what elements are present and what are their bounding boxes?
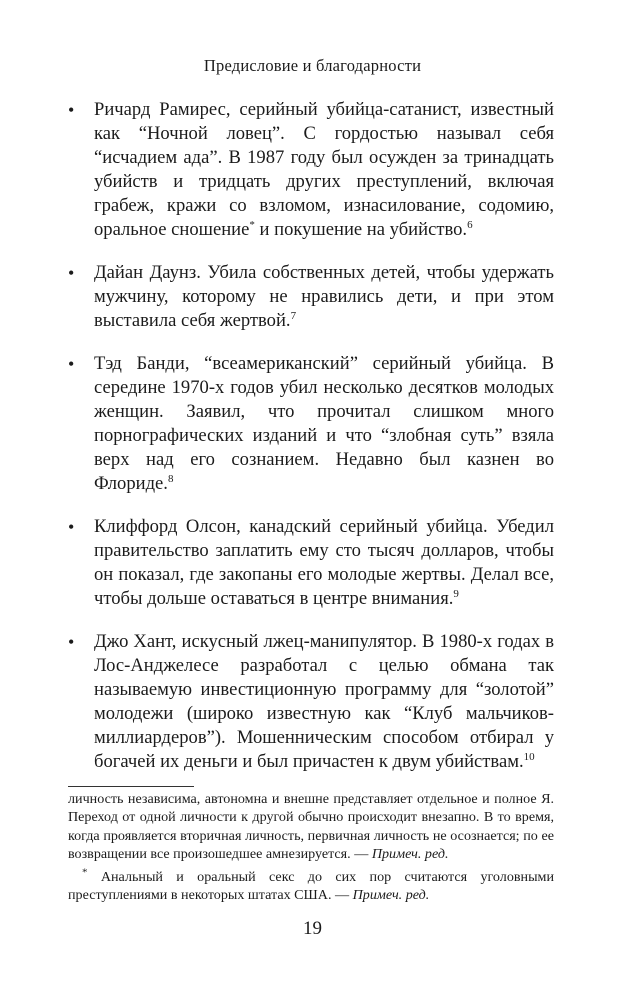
list-item: [68, 515, 554, 611]
running-head: Предисловие и благодарности: [203, 56, 422, 75]
footnote-star-marker: *: [82, 865, 88, 878]
bullet-list: [68, 98, 554, 793]
bullet-text: Ричард Рамирес, серийный убийца-сатанист, известный как “Ночной ловец”. С гордостью называл себя “исчадием ада”. В 1987 году был осужден за тринадцать убийств и тридцать других преступлений, включая грабеж, кражи со взломом, изнасилование, содомию, оральное сношение: [94, 99, 554, 240]
list-item: [68, 352, 554, 496]
footnote-ref: 10: [523, 750, 535, 763]
bullet-marker: •: [68, 263, 75, 283]
editor-note: Примеч. ред.: [352, 887, 430, 904]
footnote-star: *: [249, 218, 255, 231]
bullet-text: Тэд Банди, “всеамериканский” серийный убийца. В середине 1970-х годов убил несколько десятков молодых женщин. Заявил, что прочитал слишком много порнографических изданий и что “злобная суть” взяла верх над его сознанием. Недавно был казнен во Флориде.: [94, 353, 554, 494]
page-number: 19: [303, 918, 322, 939]
footnote-continued: [68, 790, 554, 864]
footnote-ref: 8: [167, 472, 174, 485]
bullet-text: Клиффорд Олсон, канадский серийный убийца. Убедил правительство заплатить ему сто тысяч долларов, чтобы он показал, где закопаны его молодые жертвы. Делал все, чтобы дольше оставаться в центре внимания.: [94, 516, 554, 609]
list-item: [68, 261, 554, 333]
bullet-text: Джо Хант, искусный лжец-манипулятор. В 1980-х годах в Лос-Анджелесе разработал с целью обмана так называемую инвестиционную программу для “золотой” молодежи (широко известную как “Клуб мальчиков-миллиардеров”). Мошенническим способом отбирал у богачей их деньги и был причастен к двум убийствам.: [94, 631, 554, 772]
footnote-ref: 6: [467, 218, 473, 231]
footnote-ref: 9: [453, 587, 459, 600]
list-item: [68, 630, 554, 774]
list-item: [68, 98, 554, 242]
footnote-star-entry: [68, 865, 554, 905]
bullet-marker: •: [68, 632, 75, 652]
bullet-text: Дайан Даунз. Убила собственных детей, чтобы удержать мужчину, которому не нравились дети, и при этом выставила себя жертвой.: [94, 262, 554, 331]
editor-note: Примеч. ред.: [371, 846, 449, 863]
footnote-ref: 7: [290, 309, 297, 322]
footnote-divider: [68, 786, 194, 787]
footnotes: [68, 790, 554, 904]
bullet-marker: •: [68, 100, 75, 120]
footnote-star-text: Анальный и оральный секс до сих пор считаются уголовными преступлениями в некоторых штатах США. —: [68, 868, 554, 904]
footnote-continued-text: личность независима, автономна и внешне представляет отдельное и полное Я. Переход от одной личности к другой обычно происходит внезапно. В то время, когда проявляется вторичная личность, первичная личность не осознается; по ее возвращении все произошедшее амнезируется. —: [68, 791, 554, 863]
bullet-marker: •: [68, 517, 75, 537]
bullet-marker: •: [68, 354, 75, 374]
bullet-text-after: и покушение на убийство.: [254, 219, 468, 240]
